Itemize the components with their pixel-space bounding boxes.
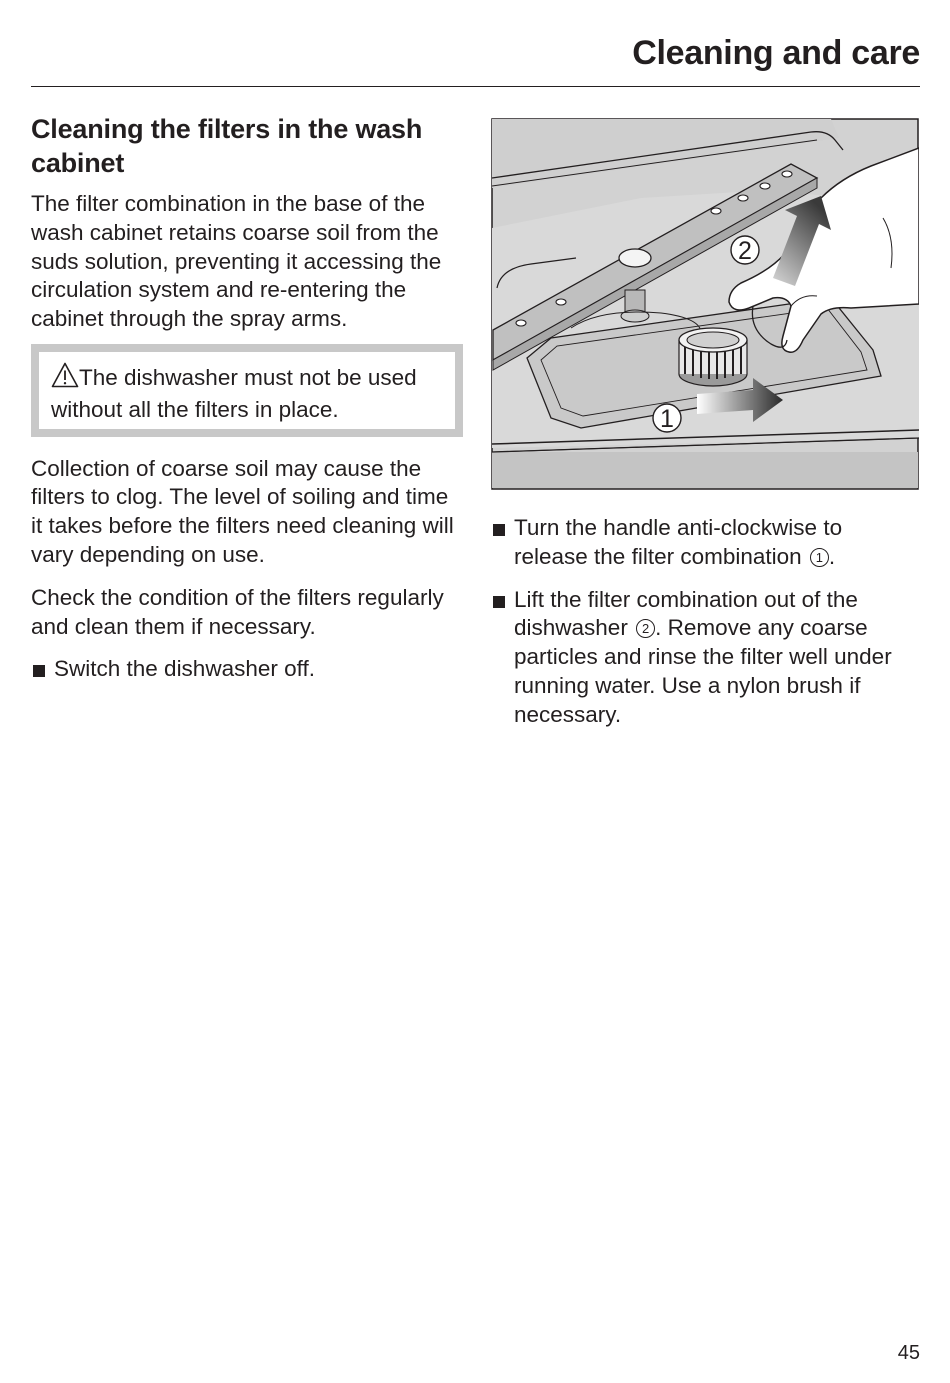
callout-ref-2: 2 (636, 619, 655, 638)
filter-removal-illustration (491, 118, 919, 490)
check-paragraph: Check the condition of the filters regularly and clean them if necessary. (31, 584, 444, 639)
step-lift-filter-text-a: Lift the filter combination out of the dishwasher (514, 586, 858, 641)
square-bullet-icon (493, 596, 505, 608)
step-switch-off-text: Switch the dishwasher off. (54, 656, 315, 682)
clogging-paragraph: Collection of coarse soil may cause the filters to clog. The level of soiling and time it takes before the filters need cleaning will vary depending on use. (31, 455, 454, 567)
warning-triangle-icon (51, 362, 79, 396)
step-turn-handle (491, 514, 921, 572)
warning-box (31, 344, 463, 437)
callout-1-label: 1 (660, 405, 674, 433)
page-header-title: Cleaning and care (632, 34, 920, 72)
square-bullet-icon (33, 665, 45, 677)
square-bullet-icon (493, 524, 505, 536)
callout-ref-1: 1 (810, 548, 829, 567)
section-heading: Cleaning the filters in the wash cabinet (31, 114, 423, 178)
left-column (31, 112, 463, 684)
step-lift-filter (491, 586, 921, 730)
header-divider (31, 86, 920, 87)
page-number: 45 (897, 1342, 920, 1364)
step-lift-filter-text-b: . Remove any coarse particles and rinse the filter well under running water. Use a nylon brush if necessary. (514, 615, 892, 727)
step-turn-handle-text: Turn the handle anti-clockwise to release the filter combination (514, 515, 843, 569)
right-column (491, 118, 921, 744)
step-turn-handle-end: . (828, 543, 836, 569)
callout-2-label: 2 (738, 237, 752, 265)
step-switch-off (31, 655, 463, 684)
intro-paragraph: The filter combination in the base of the wash cabinet retains coarse soil from the suds solution, preventing it accessing the circulation system and re-entering the cabinet through the spray arms. (31, 191, 442, 332)
warning-text: The dishwasher must not be used without all the filters in place. (51, 364, 417, 422)
